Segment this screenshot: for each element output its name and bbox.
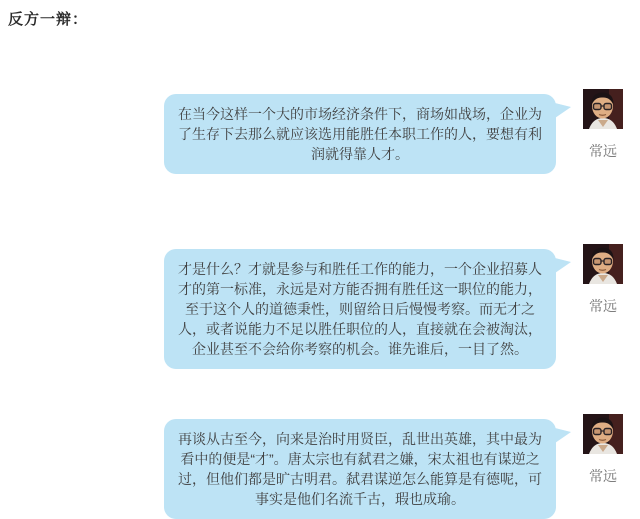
speaker-column [583, 89, 623, 161]
speaker-name: 常远 [589, 468, 617, 484]
message-bubble [164, 249, 556, 369]
chat-row [8, 89, 623, 174]
speaker-column [583, 244, 623, 316]
message-bubble [164, 94, 556, 174]
speaker-name: 常远 [589, 298, 617, 314]
section-header: 反方一辩： [8, 11, 89, 28]
message-text: 再谈从古至今，向来是治时用贤臣，乱世出英雄，其中最为看中的便是“才”。唐太宗也有弑君之嫌，宋太祖也有谋逆之过，但他们都是旷古明君。弑君谋逆怎么能算是有德呢，可事实是他们名流千古，瑕也成瑜。 [178, 431, 542, 507]
bubble-tail-icon [555, 103, 571, 118]
bubble-tail-icon [555, 428, 571, 443]
avatar[interactable] [583, 414, 623, 454]
bubble-tail-icon [555, 258, 571, 273]
speaker-name: 常远 [589, 143, 617, 159]
message-text: 才是什么？才就是参与和胜任工作的能力，一个企业招募人才的第一标准，永远是对方能否拥有胜任这一职位的能力，至于这个人的道德秉性，则留给日后慢慢考察。而无才之人，或者说能力不足以胜任职位的人，直接就在会被淘汰，企业甚至不会给你考察的机会。谁先谁后，一目了然。 [178, 261, 542, 357]
message-bubble [164, 419, 556, 519]
message-text: 在当今这样一个大的市场经济条件下，商场如战场，企业为了生存下去那么就应该选用能胜任本职工作的人，要想有利润就得靠人才。 [178, 106, 542, 162]
speaker-column [583, 414, 623, 486]
avatar[interactable] [583, 89, 623, 129]
chat-row [8, 414, 623, 519]
avatar[interactable] [583, 244, 623, 284]
chat-row [8, 244, 623, 369]
